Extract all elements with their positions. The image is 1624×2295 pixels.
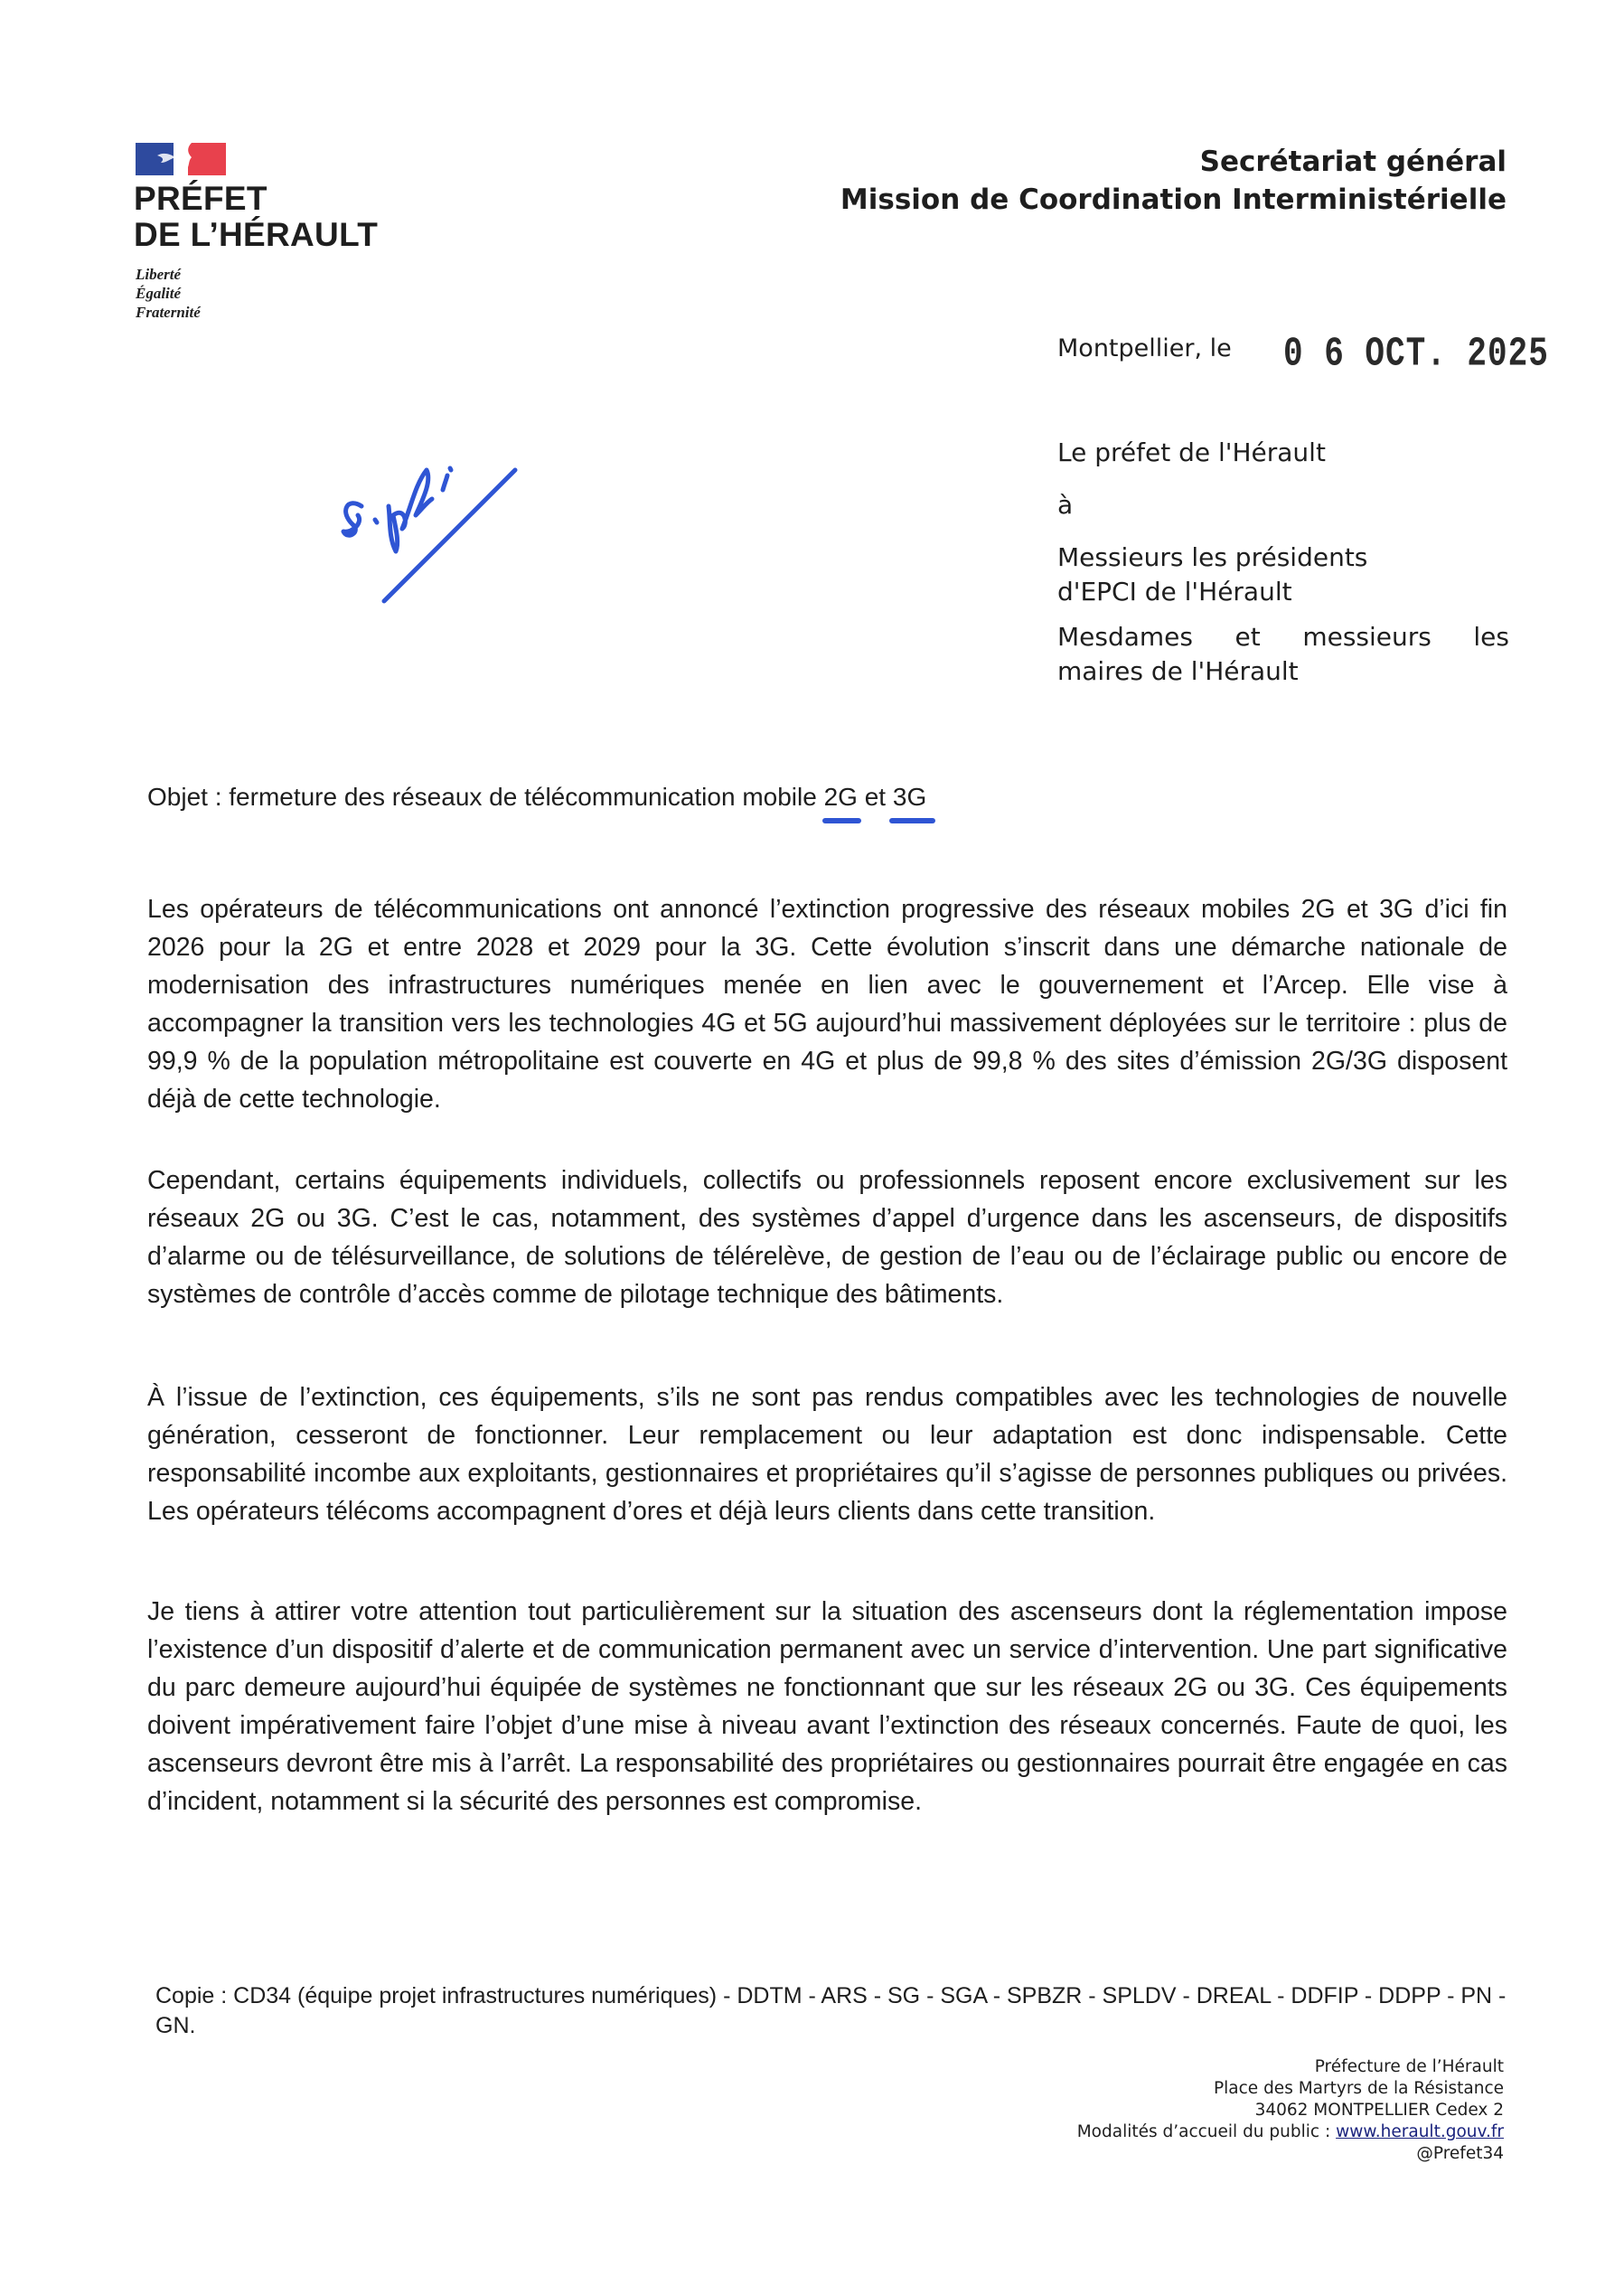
recipient-mayors-line2: maires de l'Hérault	[1057, 656, 1299, 686]
republic-motto	[136, 265, 201, 322]
footer-street: Place des Martyrs de la Résistance	[1214, 2079, 1504, 2098]
motto-liberte: Liberté	[136, 266, 182, 283]
body-paragraph-2: Cependant, certains équipements individuels, collectifs ou professionnels reposent encore exclusivement sur les réseaux 2G ou 3G. C’est le cas, notamment, des systèmes d’appel d’urgence dans les ascenseurs, de dispositifs d’alarme ou de télésurveillance, de solutions de télérelève, de gestion de l’eau ou de l’éclairage public ou encore de systèmes de contrôle d’accès comme de pilotage technique des bâtiments.	[147, 1166, 1507, 1309]
footer-prefecture: Préfecture de l’Hérault	[1314, 2057, 1504, 2076]
service-header	[840, 143, 1507, 219]
website-link[interactable]: www.herault.gouv.fr	[1336, 2122, 1504, 2141]
service-line1: Secrétariat général	[1199, 146, 1507, 178]
subject-term-2g: 2G	[824, 783, 858, 811]
pen-underline-3g	[889, 818, 935, 823]
addressee-to: à	[1057, 490, 1074, 520]
motto-fraternite: Fraternité	[136, 304, 201, 321]
footer-reception-label: Modalités d’accueil du public :	[1076, 2122, 1337, 2141]
body-paragraph-1: Les opérateurs de télécommunications ont annoncé l’extinction progressive des réseaux mobiles 2G et 3G d’ici fin 2026 pour la 2G et entre 2028 et 2029 pour la 3G. Cette évolution s’inscrit dans une démarche nationale de modernisation des infrastructures numériques menée en lien avec le gouvernement et l’Arcep. Elle vise à accompagner la transition vers les technologies 4G et 5G aujourd’hui massivement déployées sur le territoire : plus de 99,9 % de la population métropolitaine est couverte en 4G et plus de 99,8 % des sites d’émission 2G/3G disposent déjà de cette technologie.	[147, 895, 1507, 1114]
date-stamp: 0 6 OCT. 2025	[1283, 331, 1549, 378]
footer-address	[1077, 2056, 1504, 2165]
recipient-mayors-line1: Mesdames et messieurs les	[1057, 622, 1509, 652]
date-place-label: Montpellier, le	[1057, 334, 1232, 362]
copy-recipients: Copie : CD34 (équipe projet infrastructures numériques) - DDTM - ARS - SG - SGA - SPBZR - SPLDV - DREAL - DDFIP - DDPP - PN - GN.	[155, 1983, 1507, 2038]
recipient-mayors	[1057, 620, 1509, 689]
logo-title-line2: DE L’HÉRAULT	[134, 216, 379, 253]
handwritten-signature-icon	[325, 443, 551, 615]
logo-title-line1: PRÉFET	[134, 180, 268, 217]
motto-egalite: Égalité	[136, 285, 182, 302]
service-line2: Mission de Coordination Interministérielle	[840, 183, 1507, 216]
body-paragraph-3: À l’issue de l’extinction, ces équipements, s’ils ne sont pas rendus compatibles avec les technologies de nouvelle génération, cesseront de fonctionner. Leur remplacement ou leur adaptation est donc indispensable. Cette responsabilité incombe aux exploitants, gestionnaires et propriétaires qu’il s’agisse de personnes publiques ou privées. Les opérateurs télécoms accompagnent d’ores et déjà leurs clients dans cette transition.	[147, 1383, 1507, 1526]
subject-conj: et	[857, 783, 893, 811]
footer-city: 34062 MONTPELLIER Cedex 2	[1254, 2101, 1504, 2120]
subject-line	[147, 783, 926, 812]
recipient-presidents	[1057, 541, 1509, 609]
body-paragraph-4: Je tiens à attirer votre attention tout particulièrement sur la situation des ascenseurs dont la réglementation impose l’existence d’un dispositif d’alerte et de communication permanent avec un service d’intervention. Une part significative du parc demeure aujourd’hui équipée de systèmes ne fonctionnant que sur les réseaux 2G ou 3G. Ces équipements doivent impérativement faire l’objet d’une mise à niveau avant l’extinction des réseaux concernés. Faute de quoi, les ascenseurs devront être mis à l’arrêt. La responsabilité des propriétaires ou gestionnaires pourrait être engagée en cas d’incident, notamment si la sécurité des personnes est compromise.	[147, 1597, 1507, 1816]
footer-reception	[1077, 2121, 1504, 2143]
recipient-presidents-line2: d'EPCI de l'Hérault	[1057, 577, 1292, 607]
recipient-presidents-line1: Messieurs les présidents	[1057, 542, 1368, 572]
footer-social-handle: @Prefet34	[1416, 2144, 1504, 2163]
pen-underline-2g	[822, 818, 861, 823]
sender: Le préfet de l'Hérault	[1057, 437, 1326, 467]
logo-title	[134, 181, 378, 253]
subject-label: Objet : fermeture des réseaux de télécommunication mobile	[147, 783, 824, 811]
subject-term-3g: 3G	[893, 783, 926, 811]
marianne-flag-icon	[136, 143, 226, 175]
